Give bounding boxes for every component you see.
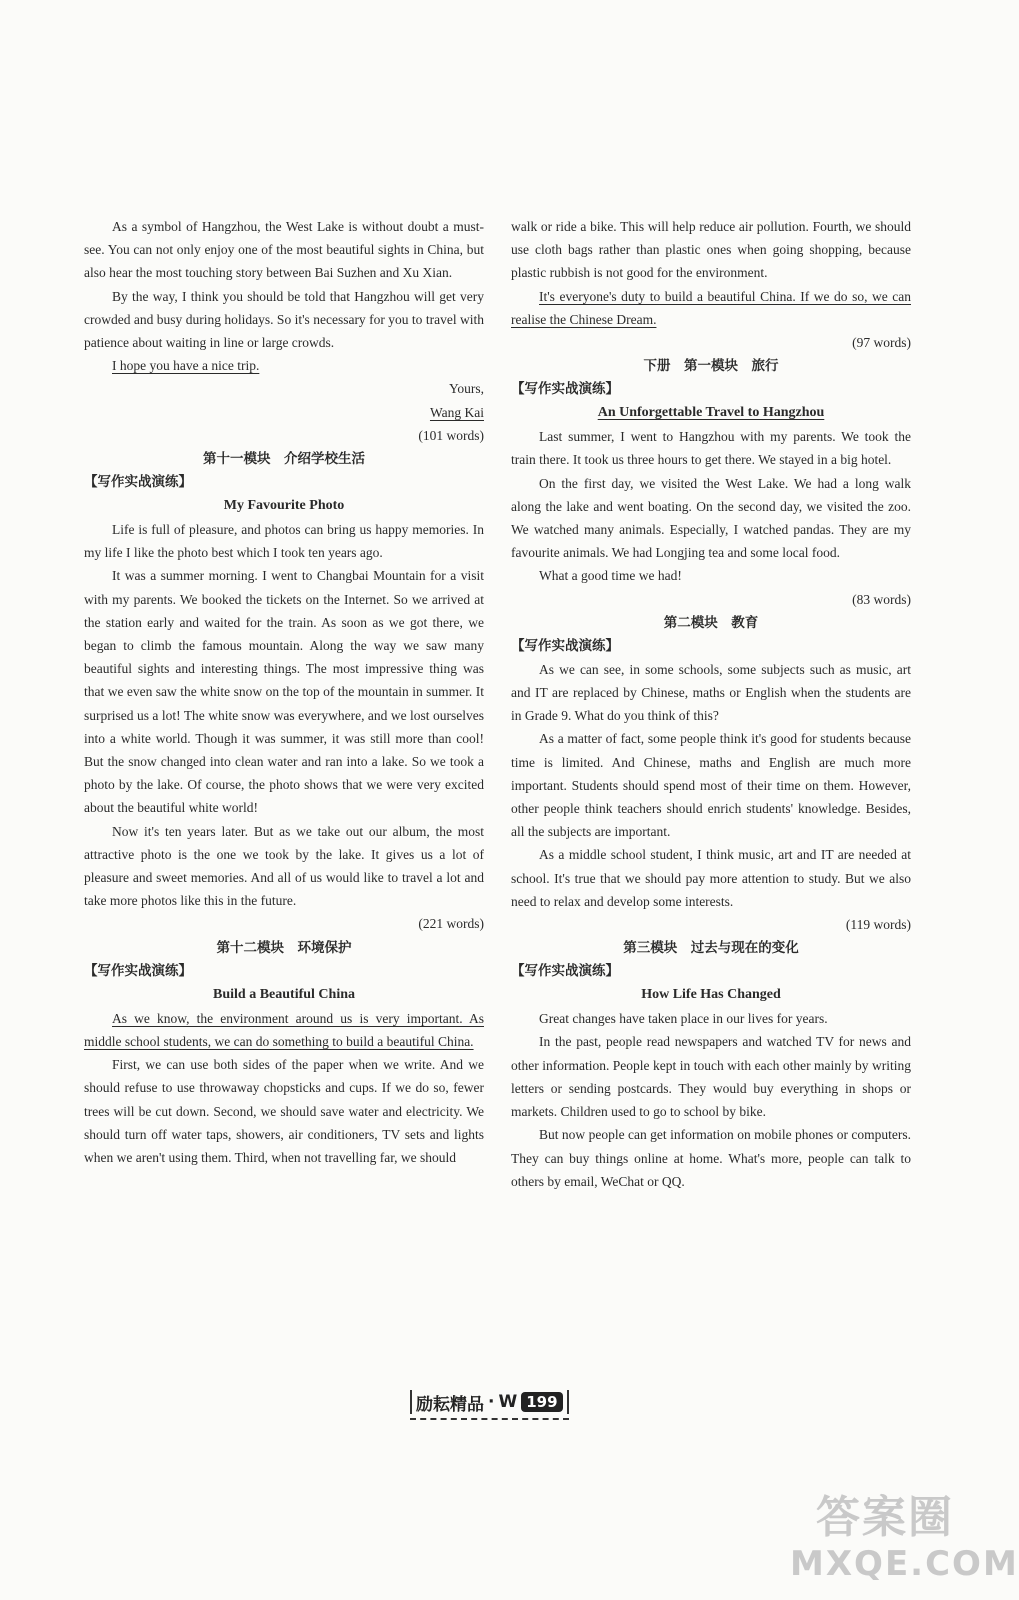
watermark-text: 答案圈 [816,1492,954,1543]
paragraph: It was a summer morning. I went to Changbai Mountain for a visit with my parents. We booked the tickets on the Internet. So we arrived at the station early and waited for the train. As soon as we got there, we began to climb the famous mountain. Along the way we saw many beautiful sights and interesting things. The most impressive thing was that we even saw the white snow on the top of the mountain in summer. It surprised us a lot! The white snow was everywhere, and we lost ourselves into a white world. Though it was summer, it was still more than cool! But the snow changed into clean water and ran into a lake. So we took a photo by the lake. Of course, the photo shows that we were very excited about the beautiful white world! [84,568,484,816]
paragraph: As a matter of fact, some people think it's good for students because time is limited. And Chinese, maths and English are much more important. Students should spend most of their time on them. However, other people think teachers should enrich students' knowledge. Besides, all the subjects are important. [511,731,911,840]
paragraph: On the first day, we visited the West Lake. We had a long walk along the lake and went boating. On the second day, we visited the zoo. We watched many animals. Especially, I watched pandas. They are my favourite animals. We had Longjing tea and some local food. [511,475,911,561]
paragraph [84,1007,484,1053]
footer-brand: 励耘精品 [416,1394,484,1415]
footer-bar-left [410,1390,412,1414]
module-heading: 第三模块 过去与现在的变化 [623,940,799,957]
left-column [84,215,484,1169]
closing: Yours, [448,381,484,397]
paragraph: Now it's ten years later. But as we take out our album, the most attractive photo is the one we took by the lake. It gives us a lot of pleasure and sweet memories. And all of us would like to travel a lot and take more photos like this in the future. [84,823,484,909]
page-number: 199 [521,1392,562,1412]
word-count: (83 words) [852,591,911,607]
practice-label: 【写作实战演练】 [84,474,192,491]
paragraph: Life is full of pleasure, and photos can bring us happy memories. In my life I like the photo best which I took ten years ago. [84,522,484,561]
paragraph: As a middle school student, I think music, art and IT are needed at school. It's true that we should pay more attention to study. But we also need to relax and develop some interests. [511,847,911,909]
watermark-domain: MXQE.COM [790,1544,1019,1584]
essay-title: Build a Beautiful China [213,986,355,1002]
paragraph: What a good time we had! [539,568,682,584]
word-count: (221 words) [418,916,484,932]
practice-label: 【写作实战演练】 [84,962,192,979]
footer-dashed-line [410,1418,569,1420]
paragraph: As we can see, in some schools, some subjects such as music, art and IT are replaced by Chinese, maths or English when the students are in Grade 9. What do you think of this? [511,661,911,724]
right-column [511,215,911,1193]
paragraph [84,354,484,377]
paragraph: In the past, people read newspapers and watched TV for news and other information. People kept in touch with each other mainly by writing letters or sending postcards. They would buy everything in shops or markets. Children used to go to school by bike. [511,1034,911,1120]
footer-bar-right [567,1390,569,1414]
underlined-text: It's everyone's duty to build a beautiful China. If we do so, we can realise the Chinese Dream. [511,288,911,327]
paragraph: But now people can get information on mobile phones or computers. They can buy things online at home. What's more, people can talk to others by email, WeChat or QQ. [511,1127,911,1189]
underlined-text: I hope you have a nice trip. [112,358,260,374]
page-footer [410,1388,569,1416]
watermark-logo [790,1492,1019,1587]
module-heading: 下册 第一模块 旅行 [643,358,779,375]
paragraph: Last summer, I went to Hangzhou with my parents. We took the train there. It took us three hours to get there. We stayed in a big hotel. [511,429,911,468]
paragraph: walk or ride a bike. This will help reduce air pollution. Fourth, we should use cloth bags rather than plastic ones when going shopping, because plastic rubbish is not good for the environment. [511,219,911,281]
essay-title: How Life Has Changed [641,987,781,1003]
footer-separator: · [488,1392,495,1412]
paragraph: By the way, I think you should be told that Hangzhou will get very crowded and busy during holidays. So it's necessary for you to travel with patience about waiting in line or large crowds. [84,288,484,351]
footer-series: W [498,1392,518,1412]
practice-label: 【写作实战演练】 [511,963,619,980]
paragraph [511,285,911,331]
paragraph: First, we can use both sides of the paper when we write. And we should refuse to use throwaway chopsticks and cups. If we do so, fewer trees will be cut down. Second, we should save water and electricity. We should turn off water taps, showers, air conditioners, TV sets and lights when we aren't using them. Third, when not travelling far, we should [84,1057,484,1165]
paragraph: As a symbol of Hangzhou, the West Lake is without doubt a must-see. You can not only enjoy one of the most beautiful sights in China, but also hear the most touching story between Bai Suzhen and Xu Xian. [84,219,484,281]
module-heading: 第二模块 教育 [663,614,759,631]
word-count: (101 words) [418,427,484,443]
underlined-text: As we know, the environment around us is very important. As middle school students, we can do something to build a beautiful China. [84,1010,484,1049]
module-heading: 第十一模块 介绍学校生活 [203,451,365,468]
module-heading: 第十二模块 环境保护 [216,939,352,956]
signature: Wang Kai [429,404,484,420]
essay-title: My Favourite Photo [223,498,345,514]
paragraph: Great changes have taken place in our lives for years. [539,1011,828,1027]
word-count: (97 words) [852,335,911,351]
essay-title: An Unforgettable Travel to Hangzhou [597,405,825,421]
practice-label: 【写作实战演练】 [511,381,619,398]
practice-label: 【写作实战演练】 [511,637,619,654]
word-count: (119 words) [845,917,911,933]
